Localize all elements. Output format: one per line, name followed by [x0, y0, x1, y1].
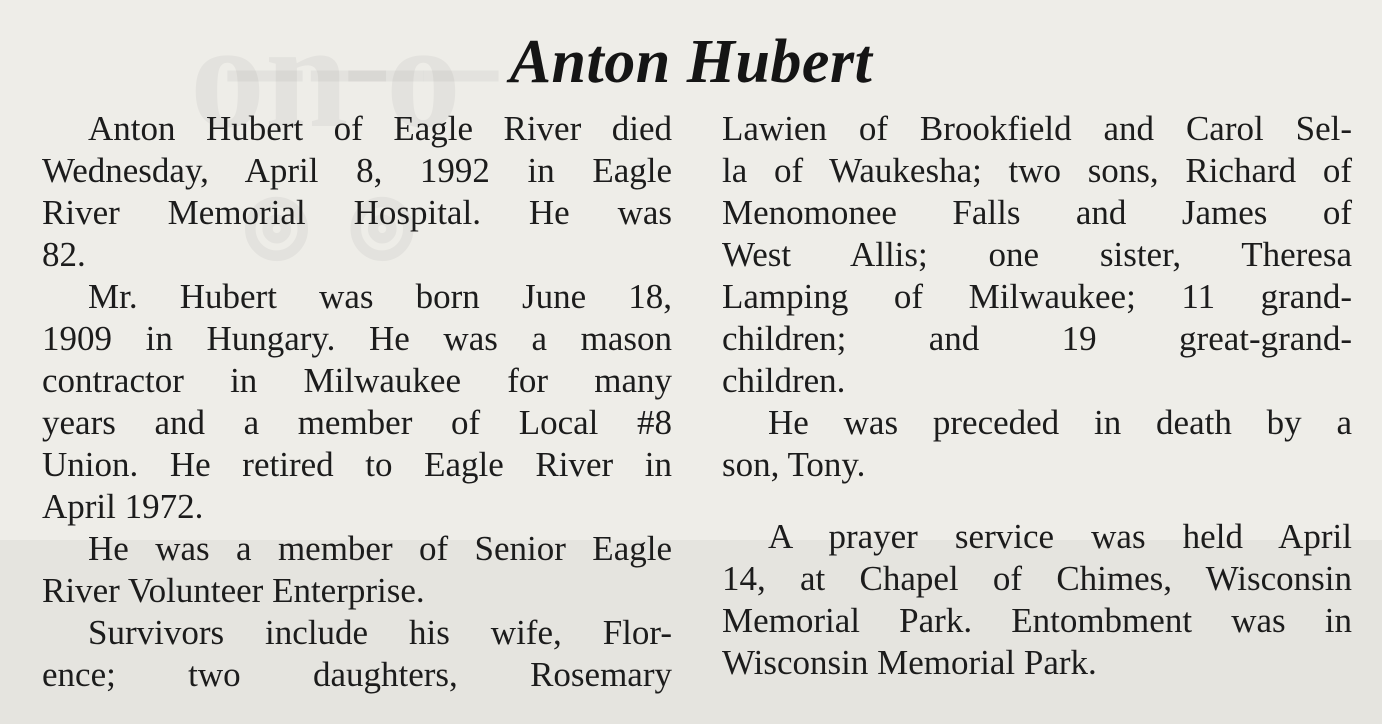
text-line: 14, at Chapel of Chimes, Wisconsin: [722, 559, 1352, 598]
text-line: Menomonee Falls and James of: [722, 193, 1352, 232]
text-line: West Allis; one sister, Theresa: [722, 235, 1352, 274]
text-line: Lamping of Milwaukee; 11 grand-: [722, 277, 1352, 316]
text-line: son, Tony.: [722, 445, 866, 484]
text-line: la of Waukesha; two sons, Richard of: [722, 151, 1352, 190]
text-line: ence; two daughters, Rosemary: [42, 655, 672, 694]
text-line: children; and 19 great-grand-: [722, 319, 1352, 358]
text-line: 82.: [42, 235, 86, 274]
text-line: Survivors include his wife, Flor-: [88, 613, 672, 652]
text-line: River Memorial Hospital. He was: [42, 193, 672, 232]
text-line: River Volunteer Enterprise.: [42, 571, 425, 610]
obituary-title: Anton Hubert: [509, 28, 873, 96]
text-line: Mr. Hubert was born June 18,: [88, 277, 672, 316]
right-column: [722, 108, 1352, 684]
text-line: Wednesday, April 8, 1992 in Eagle: [42, 151, 672, 190]
left-column: [42, 108, 672, 696]
text-line: children.: [722, 361, 846, 400]
text-line: April 1972.: [42, 487, 204, 526]
text-line: Anton Hubert of Eagle River died: [88, 109, 672, 148]
text-line: contractor in Milwaukee for many: [42, 361, 672, 400]
text-line: Lawien of Brookfield and Carol Sel-: [722, 109, 1352, 148]
text-line: A prayer service was held April: [768, 517, 1352, 556]
text-line: Memorial Park. Entombment was in: [722, 601, 1352, 640]
text-line: Wisconsin Memorial Park.: [722, 643, 1097, 682]
text-line: years and a member of Local #8: [42, 403, 672, 442]
text-line: 1909 in Hungary. He was a mason: [42, 319, 672, 358]
text-line: He was a member of Senior Eagle: [88, 529, 672, 568]
text-line: Union. He retired to Eagle River in: [42, 445, 672, 484]
text-line: He was preceded in death by a: [768, 403, 1352, 442]
